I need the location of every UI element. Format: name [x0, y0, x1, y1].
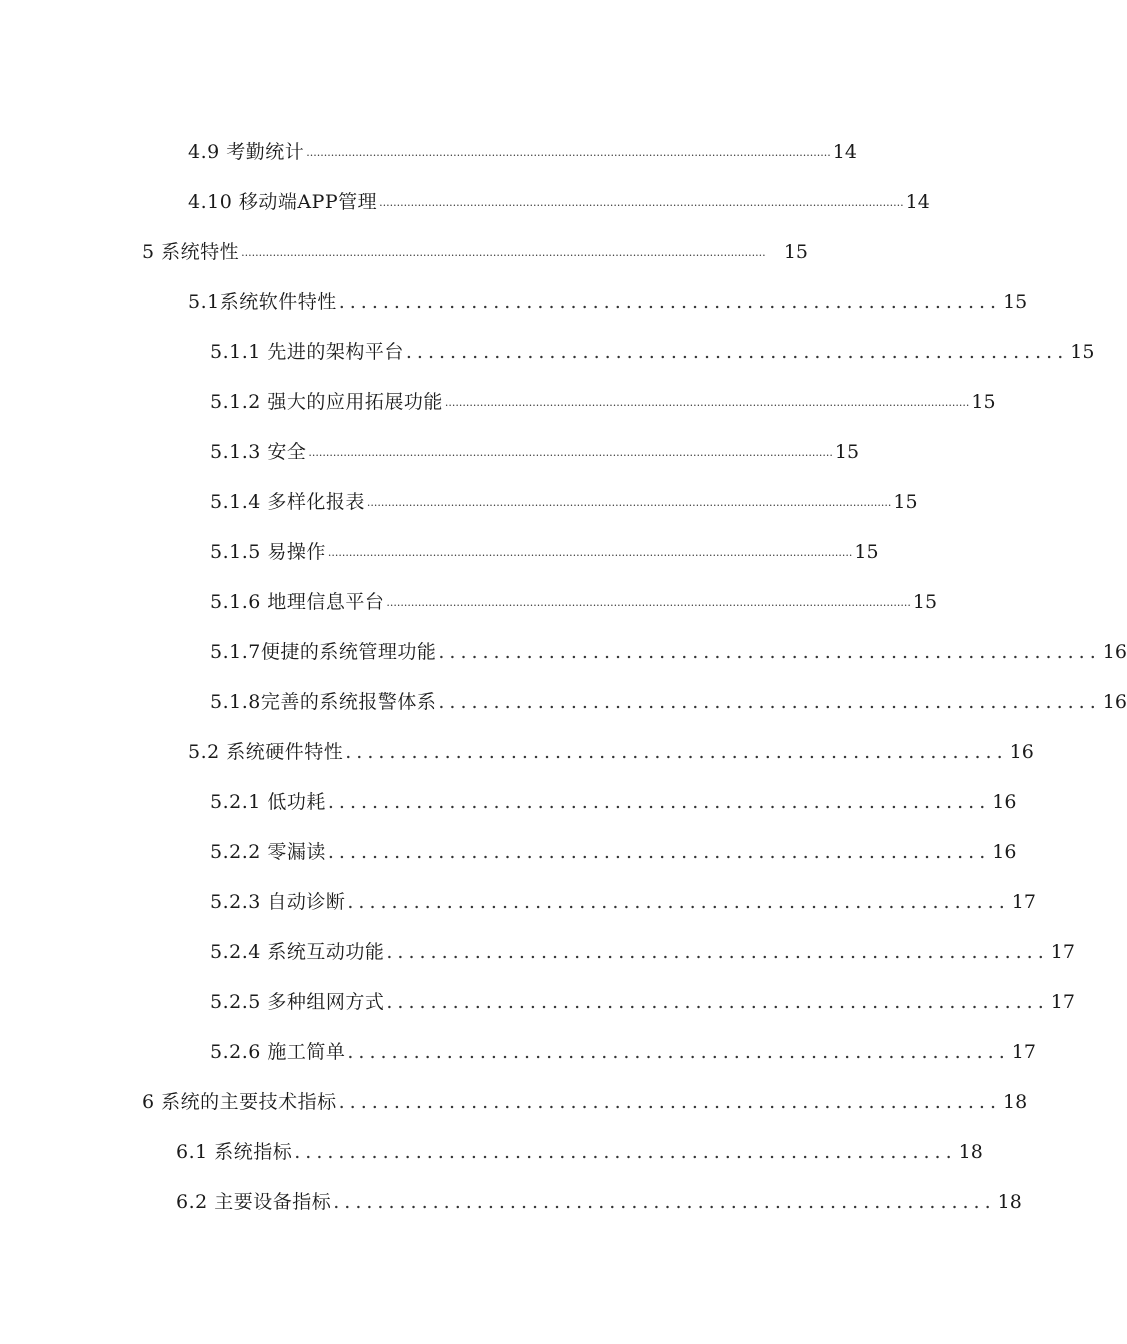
- toc-entry-title: 4.9 考勤统计: [188, 141, 305, 163]
- toc-entry-5-2-6[interactable]: [210, 1034, 1036, 1064]
- toc-leader-dots: ............................................................: [294, 1141, 957, 1163]
- toc-entry-5[interactable]: [142, 234, 808, 264]
- toc-page-number: 15: [971, 391, 996, 413]
- toc-entry-title: 5.1.8完善的系统报警体系: [210, 691, 437, 713]
- toc-page-number: 15: [912, 591, 938, 613]
- toc-entry-title: 5.2.6 施工简单: [210, 1041, 346, 1063]
- toc-leader-dots: ............................................................: [347, 1041, 1010, 1063]
- toc-entry-5-1-1[interactable]: [210, 334, 1095, 364]
- toc-entry-5-2-1[interactable]: [210, 784, 1017, 814]
- toc-page-number: 17: [1011, 891, 1036, 913]
- toc-leader-dots: ............................................................: [345, 741, 1008, 763]
- toc-page-number: 16: [1102, 641, 1127, 663]
- toc-leader-dots: ............................................................: [327, 841, 991, 863]
- toc-leader-dots: ............................................................: [347, 891, 1010, 913]
- toc-page-number: 17: [1050, 991, 1075, 1013]
- toc-entry-title: 5.2.5 多种组网方式: [210, 991, 385, 1013]
- toc-page-number: 15: [854, 541, 879, 563]
- toc-leader-dots: ............................................................: [438, 641, 1101, 663]
- toc-leader-dots: ......................................................................................................................................................: [379, 196, 904, 209]
- toc-page-number: 15: [1070, 341, 1095, 363]
- toc-entry-title: 6.2 主要设备指标: [176, 1191, 332, 1213]
- toc-page-number: 16: [992, 791, 1017, 813]
- toc-page-number: 17: [1050, 941, 1075, 963]
- toc-leader-dots: ......................................................................................................................................................: [386, 596, 911, 609]
- toc-page-number: 15: [783, 241, 808, 263]
- toc-entry-5-1-6[interactable]: [210, 584, 938, 614]
- toc-leader-dots: ............................................................: [327, 791, 991, 813]
- toc-entry-title: 5.1系统软件特性: [188, 291, 337, 313]
- toc-page-number: 15: [1003, 291, 1028, 313]
- toc-entry-title: 5 系统特性: [142, 241, 240, 263]
- toc-entry-5-2-3[interactable]: [210, 884, 1036, 914]
- toc-entry-5-1-7[interactable]: [210, 634, 1127, 664]
- toc-entry-5-1-4[interactable]: [210, 484, 918, 514]
- toc-page-number: 14: [832, 141, 857, 163]
- toc-entry-title: 5.1.2 强大的应用拓展功能: [210, 391, 443, 413]
- toc-entry-title: 5.2.4 系统互动功能: [210, 941, 385, 963]
- toc-entry-title: 6 系统的主要技术指标: [142, 1091, 337, 1113]
- toc-leader-dots: ............................................................: [386, 941, 1049, 963]
- toc-entry-6-2[interactable]: [176, 1184, 1022, 1214]
- toc-entry-5-2-5[interactable]: [210, 984, 1075, 1014]
- toc-leader-dots: ......................................................................................................................................................: [444, 396, 970, 409]
- toc-leader-dots: ............................................................: [386, 991, 1049, 1013]
- toc-page-number: 15: [893, 491, 918, 513]
- toc-entry-5-1-5[interactable]: [210, 534, 879, 564]
- toc-page-number: 16: [992, 841, 1017, 863]
- toc-entry-title: 5.1.7便捷的系统管理功能: [210, 641, 437, 663]
- toc-entry-title: 4.10 移动端APP管理: [188, 191, 378, 213]
- toc-page-number: 16: [1102, 691, 1127, 713]
- toc-entry-title: 6.1 系统指标: [176, 1141, 293, 1163]
- toc-entry-4-10[interactable]: [188, 184, 930, 214]
- toc-entry-title: 5.1.3 安全: [210, 441, 307, 463]
- toc-entry-6-1[interactable]: [176, 1134, 983, 1164]
- toc-entry-5-2-2[interactable]: [210, 834, 1017, 864]
- toc-page-number: 16: [1009, 741, 1034, 763]
- toc-leader-dots: ............................................................: [333, 1191, 996, 1213]
- toc-leader-dots: ......................................................................................................................................................: [366, 496, 892, 509]
- toc-leader-dots: ............................................................: [405, 341, 1069, 363]
- toc-page-number: 14: [905, 191, 930, 213]
- toc-entry-5-1-3[interactable]: [210, 434, 860, 464]
- toc-entry-5-1[interactable]: [188, 284, 1028, 314]
- toc-leader-dots: ............................................................: [438, 691, 1101, 713]
- toc-entry-5-1-2[interactable]: [210, 384, 996, 414]
- toc-entry-title: 5.1.4 多样化报表: [210, 491, 365, 513]
- toc-entry-title: 5.2.1 低功耗: [210, 791, 326, 813]
- toc-page-number: 17: [1011, 1041, 1036, 1063]
- toc-entry-5-2-4[interactable]: [210, 934, 1075, 964]
- toc-page-number: 18: [997, 1191, 1022, 1213]
- toc-entry-title: 5.2.3 自动诊断: [210, 891, 346, 913]
- toc-entry-title: 5.2.2 零漏读: [210, 841, 326, 863]
- toc-leader-dots: ......................................................................................................................................................: [306, 146, 831, 159]
- toc-entry-title: 5.1.5 易操作: [210, 541, 326, 563]
- toc-entry-6[interactable]: [142, 1084, 1028, 1114]
- toc-leader-dots: ............................................................: [338, 1091, 1002, 1113]
- toc-entry-title: 5.1.1 先进的架构平台: [210, 341, 404, 363]
- toc-page-number: 18: [958, 1141, 983, 1163]
- toc-entry-5-2[interactable]: [188, 734, 1034, 764]
- toc-entry-5-1-8[interactable]: [210, 684, 1127, 714]
- toc-leader-dots: ......................................................................................................................................................: [308, 446, 833, 459]
- toc-entry-title: 5.2 系统硬件特性: [188, 741, 344, 763]
- toc-page-number: 15: [834, 441, 860, 463]
- toc-entry-title: 5.1.6 地理信息平台: [210, 591, 385, 613]
- toc-leader-dots: ......................................................................................................................................................: [327, 546, 853, 559]
- toc-leader-dots: ............................................................: [338, 291, 1002, 313]
- toc-leader-dots: ......................................................................................................................................................: [241, 246, 766, 259]
- toc-entry-4-9[interactable]: [188, 134, 857, 164]
- toc-page-number: 18: [1003, 1091, 1028, 1113]
